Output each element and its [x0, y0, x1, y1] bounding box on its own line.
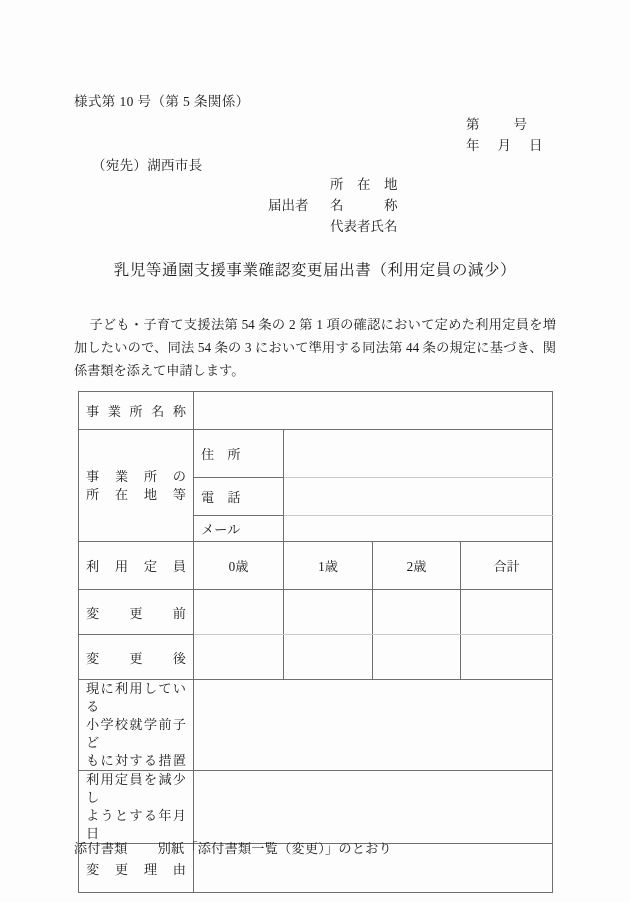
date-month-label: 月: [497, 138, 511, 153]
form-number: 様式第 10 号（第 5 条関係）: [74, 94, 250, 109]
reduction-date-label-cell: [79, 771, 194, 844]
age-column-label-2: 2歳: [406, 559, 427, 574]
before-label: 変更前: [86, 605, 186, 621]
age-column-header-total: [461, 542, 553, 590]
attachment-label: 添付書類: [74, 841, 128, 856]
submitter-address-row: [268, 174, 398, 195]
addressee: （宛先）湖西市長: [92, 158, 203, 173]
email-value-cell[interactable]: [284, 516, 553, 542]
attachment-note: [74, 838, 392, 857]
table-row-address: [79, 430, 553, 478]
current-children-value-cell[interactable]: [194, 680, 553, 771]
capacity-label: 利用定員: [86, 559, 186, 574]
address-label: 住 所: [201, 447, 241, 462]
submitter-name-label: 名 称: [330, 198, 398, 213]
table-row-before: [79, 590, 553, 635]
after-label-cell: [79, 635, 194, 680]
phone-label: 電 話: [201, 490, 241, 505]
reduction-date-value-cell[interactable]: [194, 771, 553, 844]
date-day-label: 日: [529, 138, 543, 153]
table-row-facility-name: [79, 392, 553, 430]
reason-label: 変更理由: [86, 861, 186, 877]
attachment-text: 別紙「添付書類一覧（変更）」のとおり: [157, 841, 392, 856]
after-value-cell-total[interactable]: [461, 635, 553, 680]
facility-name-label-cell: [79, 392, 194, 430]
capacity-label-cell: [79, 542, 194, 590]
submitter-name-row: [268, 195, 398, 216]
table-row-current-children: [79, 680, 553, 771]
after-label: 変更後: [86, 650, 186, 666]
submitter-block: [268, 174, 398, 237]
application-form-table: [78, 391, 553, 893]
age-column-header-2: [373, 542, 461, 590]
current-children-label-line3: もに対する措置: [86, 753, 186, 768]
email-label-cell: [194, 516, 284, 542]
date-year-label: 年: [466, 138, 480, 153]
before-value-cell-2[interactable]: [373, 590, 461, 635]
address-value-cell[interactable]: [284, 430, 553, 478]
address-label-cell: [194, 430, 284, 478]
table-row-reduction-date: [79, 771, 553, 844]
before-label-cell: [79, 590, 194, 635]
reduction-date-label-line2: ようとする年月日: [86, 808, 186, 841]
current-children-label: [86, 680, 186, 770]
location-label-line1: 事業所の: [86, 468, 186, 484]
current-children-label-line1: 現に利用している: [86, 681, 186, 714]
document-reference-block: [466, 114, 543, 156]
facility-name-value-cell[interactable]: [194, 392, 553, 430]
after-value-cell-2[interactable]: [373, 635, 461, 680]
before-value-cell-0[interactable]: [194, 590, 284, 635]
before-value-cell-1[interactable]: [284, 590, 373, 635]
reference-number-label: 第: [466, 117, 480, 132]
reduction-date-label-line1: 利用定員を減少し: [86, 772, 186, 805]
phone-value-cell[interactable]: [284, 478, 553, 516]
location-label: [86, 468, 186, 504]
phone-label-cell: [194, 478, 284, 516]
body-paragraph-text: 子ども・子育て支援法第 54 条の 2 第 1 項の確認において定めた利用定員を増加したいので、同法 54 条の 3 において準用する同法第 44 条の規定に基づき、関係書類を添えて申請します。: [74, 317, 556, 378]
age-column-label-1: 1歳: [318, 559, 338, 574]
table-row-after: [79, 635, 553, 680]
submitter-address-label: 所 在 地: [330, 177, 398, 192]
current-children-label-cell: [79, 680, 194, 771]
reduction-date-label: [86, 771, 186, 843]
submitter-representative-label: 代表者氏名: [330, 219, 398, 234]
submitter-label: 届出者: [268, 198, 309, 213]
reference-number-line: [466, 114, 543, 135]
submitter-representative-row: [268, 216, 398, 237]
location-label-cell: [79, 430, 194, 542]
current-children-label-line2: 小学校就学前子ど: [86, 717, 186, 750]
age-column-label-total: 合計: [493, 559, 520, 574]
age-column-header-0: [194, 542, 284, 590]
reference-number-unit: 号: [513, 117, 527, 132]
email-label: メール: [201, 522, 241, 537]
age-column-header-1: [284, 542, 373, 590]
age-column-label-0: 0歳: [228, 559, 249, 574]
document-title: 乳児等通園支援事業確認変更届出書（利用定員の減少）: [113, 262, 517, 279]
facility-name-label: 事業所名称: [86, 404, 186, 419]
before-value-cell-total[interactable]: [461, 590, 553, 635]
after-value-cell-1[interactable]: [284, 635, 373, 680]
after-value-cell-0[interactable]: [194, 635, 284, 680]
body-paragraph: [74, 313, 556, 382]
table-row-capacity-header: [79, 542, 553, 590]
location-label-line2: 所在地等: [86, 486, 186, 502]
date-line: [466, 135, 543, 156]
